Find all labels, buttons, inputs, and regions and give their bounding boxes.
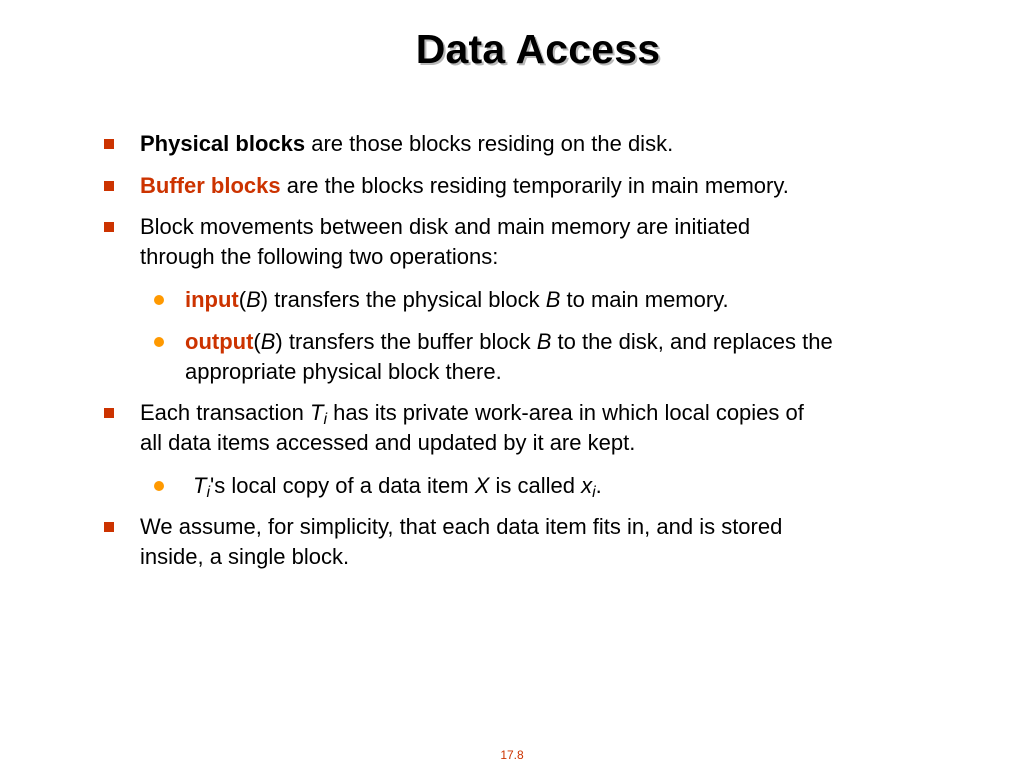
paren-open: (: [238, 287, 247, 312]
var-t: T: [309, 400, 324, 425]
subbullet-text: transfers the physical block: [268, 287, 546, 312]
subbullet-output-line2: appropriate physical block there.: [185, 359, 502, 384]
bullet-text: are those blocks residing on the disk.: [305, 131, 674, 156]
subbullet-text: .: [595, 473, 602, 498]
var-x-lower: x: [581, 473, 593, 498]
slide-title: Data Access: [415, 26, 661, 72]
subbullet-text: 's local copy of a data item: [210, 473, 475, 498]
arg-b: B: [246, 287, 261, 312]
subbullet-output-line1: [185, 327, 833, 357]
bullet-text: are the blocks residing temporarily in main memory.: [280, 173, 789, 198]
var-t: T: [193, 473, 207, 498]
bullet-physical-blocks: [140, 129, 673, 159]
subscript-i: i: [206, 484, 211, 501]
bullet-text: has its private work-area in which local copies of: [327, 400, 804, 425]
square-bullet-icon: [104, 139, 114, 149]
arg-b: B: [260, 329, 276, 354]
paren-close: ): [260, 287, 269, 312]
slide-number: 17.8: [500, 748, 524, 762]
paren-open: (: [253, 329, 261, 354]
square-bullet-icon: [104, 222, 114, 232]
term-physical-blocks: Physical blocks: [140, 131, 306, 156]
bullet-buffer-blocks: [140, 171, 789, 201]
round-bullet-icon: [154, 481, 164, 491]
subbullet-input: [185, 285, 729, 315]
subbullet-local-copy: [193, 471, 602, 501]
subbullet-text: transfers the buffer block: [282, 329, 537, 354]
bullet-assumption-line1: We assume, for simplicity, that each data item fits in, and is stored: [140, 514, 783, 539]
round-bullet-icon: [154, 337, 164, 347]
var-b: B: [536, 329, 552, 354]
op-output: output: [185, 329, 254, 354]
bullet-transaction-line2: all data items accessed and updated by it are kept.: [140, 430, 636, 455]
bullet-text: Each transaction: [140, 400, 310, 425]
var-b: B: [545, 287, 561, 312]
square-bullet-icon: [104, 181, 114, 191]
square-bullet-icon: [104, 408, 114, 418]
subscript-i: i: [323, 411, 327, 428]
paren-close: ): [275, 329, 283, 354]
term-buffer-blocks: Buffer blocks: [140, 173, 281, 198]
bullet-block-movements-line1: Block movements between disk and main memory are initiated: [140, 214, 751, 239]
op-input: input: [185, 287, 239, 312]
subbullet-text: is called: [489, 473, 582, 498]
subbullet-text: to the disk, and replaces the: [551, 329, 833, 354]
round-bullet-icon: [154, 295, 164, 305]
bullet-block-movements-line2: through the following two operations:: [140, 244, 499, 269]
var-x-upper: X: [474, 473, 490, 498]
bullet-transaction-line1: [140, 398, 804, 428]
square-bullet-icon: [104, 522, 114, 532]
subscript-i: i: [592, 484, 596, 501]
bullet-assumption-line2: inside, a single block.: [140, 544, 350, 569]
subbullet-text: to main memory.: [560, 287, 729, 312]
